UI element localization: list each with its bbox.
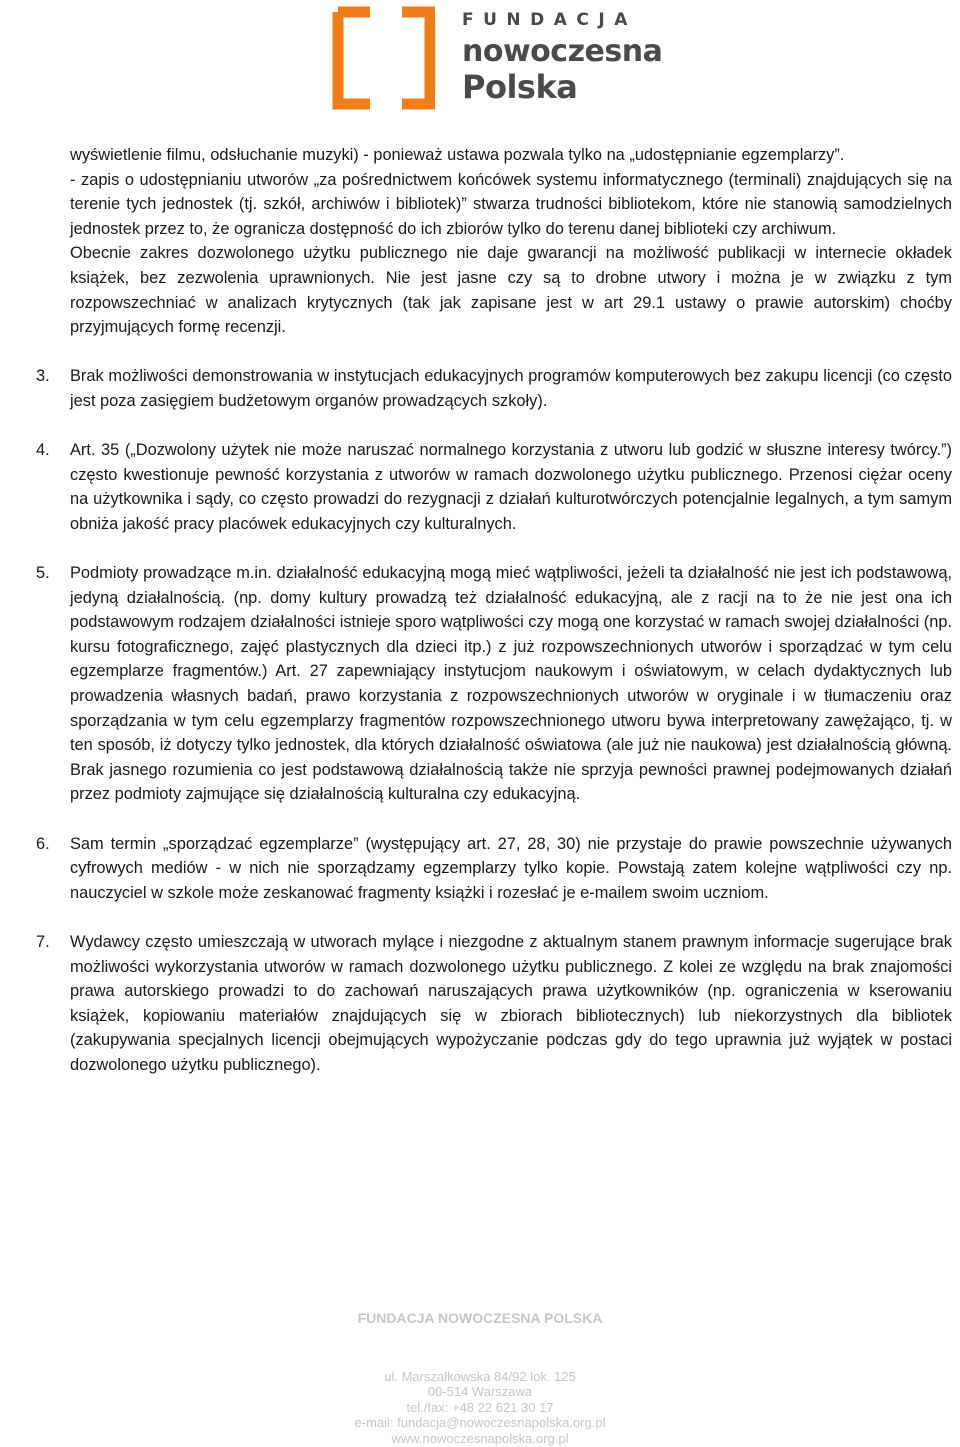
footer-address-block bbox=[0, 1369, 960, 1446]
list-item-7 bbox=[36, 930, 952, 1078]
list-item-number: 4. bbox=[36, 441, 50, 460]
list-item-text: Brak możliwości demonstrowania w instytucjach edukacyjnych programów komputerowych bez zakupu licencji (co często jest poza zasięgiem budżetowym organów prowadzących szkoły). bbox=[70, 367, 952, 410]
logo-bracket-icon bbox=[330, 6, 435, 110]
intro-paragraph-3: Obecnie zakres dozwolonego użytku publicznego nie daje gwarancji na możliwość publikacji w internecie okładek książek, bez zezwolenia uprawnionych. Nie jest jasne czy są to drobne utwory i można je w związku z tym rozpowszechniać w analizach krytycznych (tak jak zapisane jest w art 29.1 ustawy o prawie autorskim) choćby przyjmujących formę recenzji. bbox=[70, 244, 952, 337]
list-item-6 bbox=[36, 832, 952, 906]
list-item-text: Art. 35 („Dozwolony użytek nie może naruszać normalnego korzystania z utworu lub godzić w słuszne interesy twórcy.”) często kwestionuje pewność korzystania z utworów w ramach dozwolonego użytku publicznego. Przenosi ciężar oceny na użytkownika i sądy, co często prowadzi do rezygnacji z działań kulturotwórczych potencjalnie legalnych, a tym samym obniża jakość pracy placówek edukacyjnych czy kulturalnych. bbox=[70, 441, 952, 533]
footer-website[interactable]: www.nowoczesnapolska.org.pl bbox=[391, 1430, 569, 1446]
footer-city: 00-514 Warszawa bbox=[427, 1384, 533, 1400]
intro-paragraph-1: wyświetlenie filmu, odsłuchanie muzyki) - ponieważ ustawa pozwala tylko na „udostępnianie egzemplarzy”. bbox=[70, 146, 845, 164]
logo-line-polska: Polska bbox=[462, 68, 578, 106]
list-item-text: Podmioty prowadzące m.in. działalność edukacyjną mogą mieć wątpliwości, jeżeli ta działalność nie jest ich podstawową, jedyną działalnością. (np. domy kultury prowadzą też działalność edukacyjną, ale z racji na to że nie jest ona ich podstawowym rodzajem działalności istnieje sporo wątpliwości czy mogą one korzystać w ramach swojej działalności (np. kursu fotograficznego, zajęć plastycznych dla dzieci itp.) z już rozpowszechnionych utworów i sporządzać w tym celu egzemplarze fragmentów.) Art. 27 zapewniający instytucjom naukowym i oświatowym, w celach dydaktycznych lub prowadzenia własnych badań, prawo korzystania z rozpowszechnionych utworów w oryginale i w tłumaczeniu oraz sporządzania w tym celu egzemplarzy fragmentów rozpowszechnionego utworu bywa interpretowany zawężająco, tj. w ten sposób, iż dotyczy tylko jednostek, dla których działalność oświatowa (ale już nie naukowa) jest działalnością główną. Brak jasnego rozumienia co jest podstawową działalnością także nie sprzyja pewności prawnej podejmowanych działań przez podmioty zajmujące się działalnością kulturalna czy edukacyjną. bbox=[70, 564, 952, 804]
list-item-number: 5. bbox=[36, 564, 50, 583]
logo-line-nowoczesna: nowoczesna bbox=[462, 34, 663, 69]
intro-paragraph-2: - zapis o udostępnianiu utworów „za pośrednictwem końcówek systemu informatycznego (terminali) znajdujących się na terenie tych jednostek (tj. szkół, archiwów i bibliotek)” stwarza trudności bibliotekom, które nie stanowią samodzielnych jednostek przez to, że ogranicza dostępność do ich zbiorów tylko do terenu danej biblioteki czy archiwum. bbox=[70, 170, 952, 238]
logo bbox=[330, 6, 663, 110]
footer-street: ul. Marszałkowska 84/92 lok. 125 bbox=[384, 1369, 576, 1384]
list-item-number: 7. bbox=[36, 933, 50, 951]
footer-phone: tel./fax: +48 22 621 30 17 bbox=[406, 1399, 554, 1415]
list-item-3 bbox=[36, 364, 952, 413]
logo-line-fundacja: FUNDACJA bbox=[462, 10, 637, 30]
list-item-5 bbox=[36, 561, 952, 807]
footer-email[interactable]: e-mail: fundacja@nowoczesnapolska.org.pl bbox=[354, 1415, 606, 1431]
footer-organization: FUNDACJA NOWOCZESNA POLSKA bbox=[357, 1310, 603, 1326]
list-item-4 bbox=[36, 438, 952, 536]
list-item-number: 3. bbox=[36, 367, 50, 386]
list-item-text: Sam termin „sporządzać egzemplarze” (występujący art. 27, 28, 30) nie przystaje do prawie powszechnie używanych cyfrowych mediów - w nich nie sporządzamy egzemplarzy tylko kopie. Powstają zatem kolejne wątpliwości czy np. nauczyciel w szkole może zeskanować fragmenty książki i rozesłać je e-mailem swoim uczniom. bbox=[70, 834, 952, 902]
list-item-text: Wydawcy często umieszczają w utworach mylące i niezgodne z aktualnym stanem prawnym informacje sugerujące brak możliwości wykorzystania utworów w ramach dozwolonego użytku publicznego. Z kolei ze względu na brak znajomości prawa autorskiego prowadzi to do zachowań naruszających prawa użytkowników (np. ograniczenia w kserowaniu książek, kopiowaniu materiałów znajdujących się w zbiorach bibliotecznych) lub niekorzystnych dla bibliotek (zakupywania specjalnych licencji obejmujących wypożyczanie podczas gdy do tego uprawnia już wyjątek w postaci dozwolonego użytku publicznego). bbox=[70, 933, 952, 1074]
list-item-number: 6. bbox=[36, 834, 50, 853]
document-body bbox=[36, 143, 952, 1078]
